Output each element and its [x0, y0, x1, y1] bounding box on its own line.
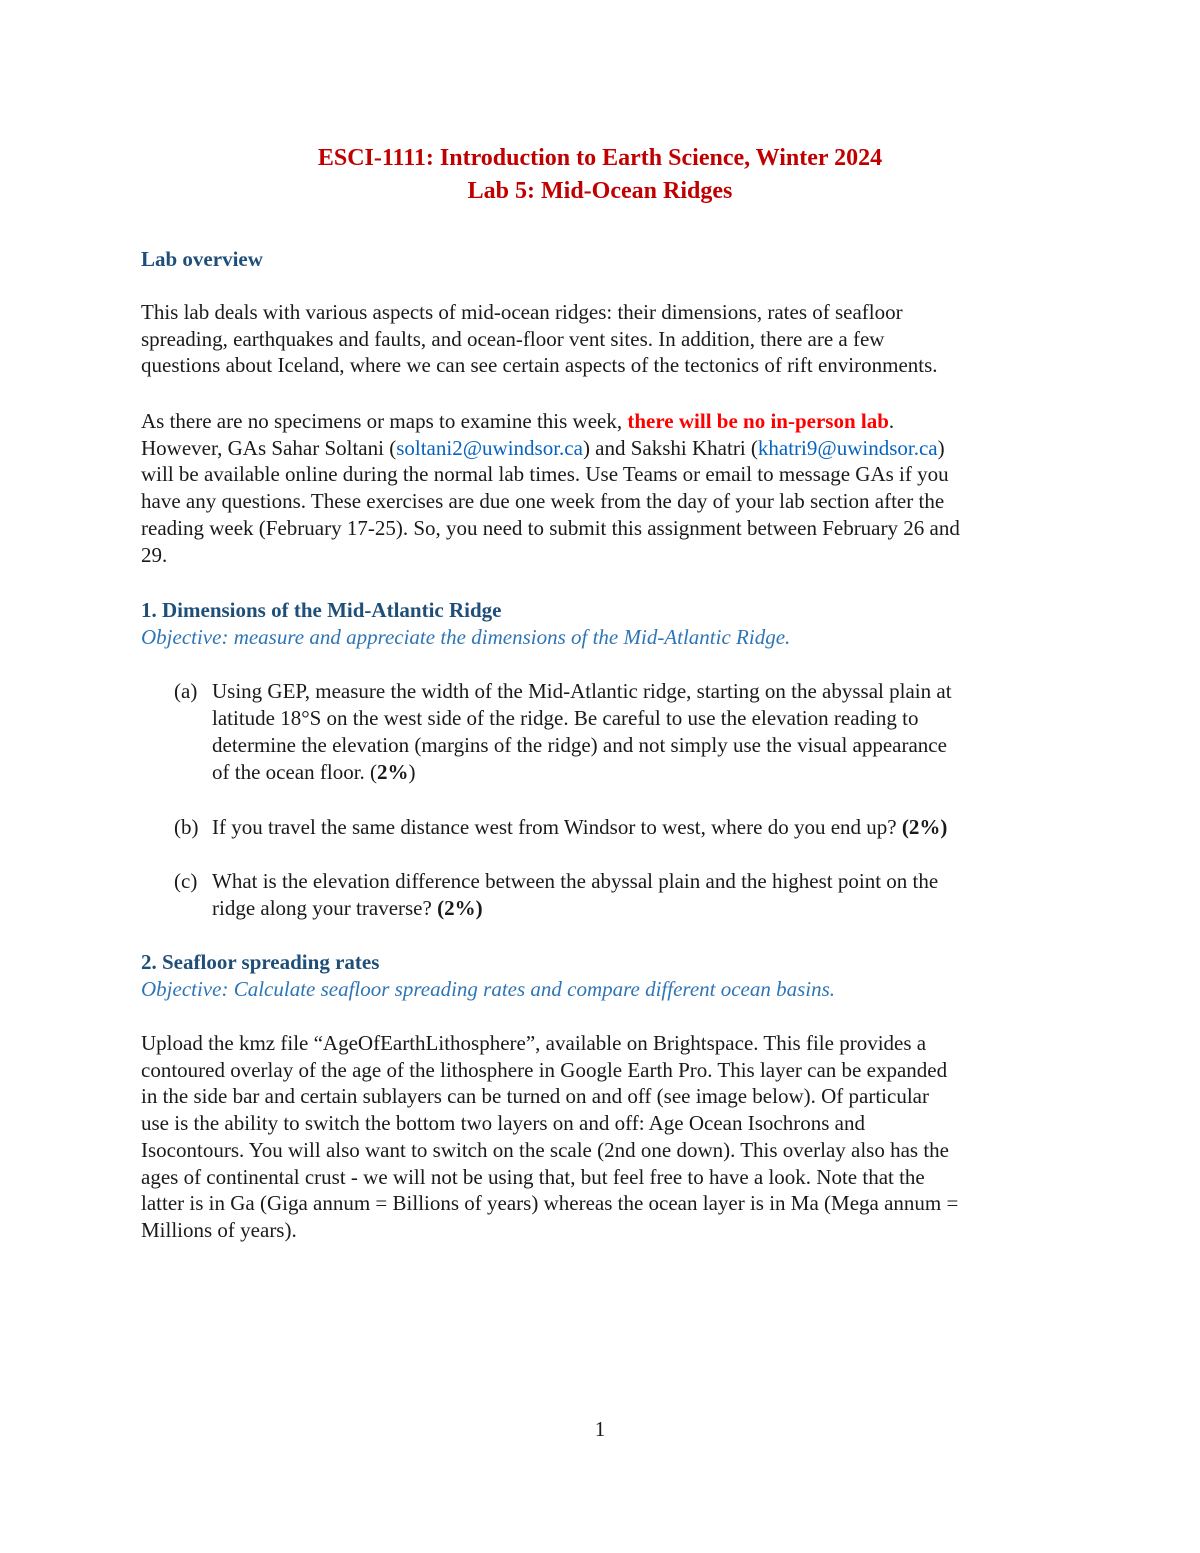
- question-label: (c): [174, 869, 198, 893]
- question-text: [212, 678, 952, 786]
- text-span: As there are no specimens or maps to examine this week,: [141, 409, 628, 433]
- text-line: questions about Iceland, where we can see certain aspects of the tectonics of rift environments.: [141, 353, 938, 378]
- overview-paragraph-2: [141, 408, 1071, 568]
- question-label: (b): [174, 815, 199, 839]
- text-span: ) and Sakshi Khatri (: [582, 435, 758, 460]
- marks-value: 2%: [377, 760, 409, 784]
- text-line: determine the elevation (margins of the ridge) and not simply use the visual appearance: [212, 733, 947, 757]
- no-lab-emphasis: there will be no in-person lab: [627, 409, 889, 433]
- text-line: ages of continental crust - we will not be using that, but feel free to have a look. Note that the: [141, 1164, 925, 1189]
- marks-value: (2%): [437, 896, 483, 920]
- text-line: This lab deals with various aspects of mid-ocean ridges: their dimensions, rates of seafloor: [141, 300, 903, 324]
- section-2-paragraph: [141, 1030, 1071, 1244]
- text-line: [212, 895, 938, 922]
- text-line: have any questions. These exercises are due one week from the day of your lab section after the: [141, 489, 945, 514]
- text-line: Isocontours. You will also want to switch on the scale (2nd one down). This overlay also has the: [141, 1137, 949, 1162]
- text-span: ): [937, 435, 945, 460]
- text-span: ): [408, 760, 416, 784]
- text-line: in the side bar and certain sublayers can be turned on and off (see image below). Of particular: [141, 1084, 929, 1109]
- question-text: [212, 814, 947, 841]
- text-line: latitude 18°S on the west side of the ridge. Be careful to use the elevation reading to: [212, 706, 919, 730]
- question-label: (a): [174, 679, 198, 703]
- overview-heading: Lab overview: [141, 247, 263, 271]
- text-line: What is the elevation difference between the abyssal plain and the highest point on the: [212, 869, 939, 893]
- text-line: spreading, earthquakes and faults, and ocean-floor vent sites. In addition, there are a few: [141, 326, 885, 351]
- text-line: will be available online during the normal lab times. Use Teams or email to message GAs if you: [141, 462, 949, 487]
- text-line: latter is in Ga (Giga annum = Billions of years) whereas the ocean layer is in Ma (Mega annum =: [141, 1191, 959, 1216]
- question-text: [212, 868, 938, 922]
- text-span: of the ocean floor. (: [212, 760, 378, 784]
- marks-value: (2%): [901, 815, 948, 839]
- section-1-objective: Objective: measure and appreciate the dimensions of the Mid-Atlantic Ridge.: [141, 625, 791, 649]
- text-line: [212, 814, 947, 841]
- course-title: ESCI-1111: Introduction to Earth Science, Winter 2024: [317, 145, 883, 171]
- section-2-heading: 2. Seafloor spreading rates: [141, 950, 380, 974]
- text-line: [212, 759, 952, 786]
- text-line: [141, 435, 1071, 462]
- overview-paragraph-1: [141, 299, 1071, 379]
- text-span: If you travel the same distance west from Windsor to west, where do you end up?: [212, 815, 902, 839]
- section-2-objective: Objective: Calculate seafloor spreading rates and compare different ocean basins.: [141, 977, 836, 1001]
- text-line: Millions of years).: [141, 1217, 297, 1242]
- email-link-soltani[interactable]: soltani2@uwindsor.ca: [396, 435, 583, 460]
- email-link-khatri[interactable]: khatri9@uwindsor.ca: [757, 435, 938, 460]
- text-span: ridge along your traverse?: [212, 896, 438, 920]
- text-span: However, GAs Sahar Soltani (: [141, 435, 397, 460]
- section-1-heading: 1. Dimensions of the Mid-Atlantic Ridge: [141, 598, 502, 622]
- text-line: reading week (February 17-25). So, you need to submit this assignment between February 26 and: [141, 515, 960, 540]
- text-line: Using GEP, measure the width of the Mid-Atlantic ridge, starting on the abyssal plain at: [212, 679, 952, 703]
- text-line: Upload the kmz file “AgeOfEarthLithosphere”, available on Brightspace. This file provides a: [141, 1031, 927, 1055]
- text-line: use is the ability to switch the bottom two layers on and off: Age Ocean Isochrons and: [141, 1111, 865, 1136]
- text-line: [141, 408, 1071, 435]
- text-line: contoured overlay of the age of the lithosphere in Google Earth Pro. This layer can be expanded: [141, 1057, 948, 1082]
- page-number: 1: [594, 1417, 606, 1441]
- lab-title: Lab 5: Mid-Ocean Ridges: [467, 178, 733, 204]
- text-line: 29.: [141, 542, 168, 567]
- text-span: .: [888, 409, 895, 433]
